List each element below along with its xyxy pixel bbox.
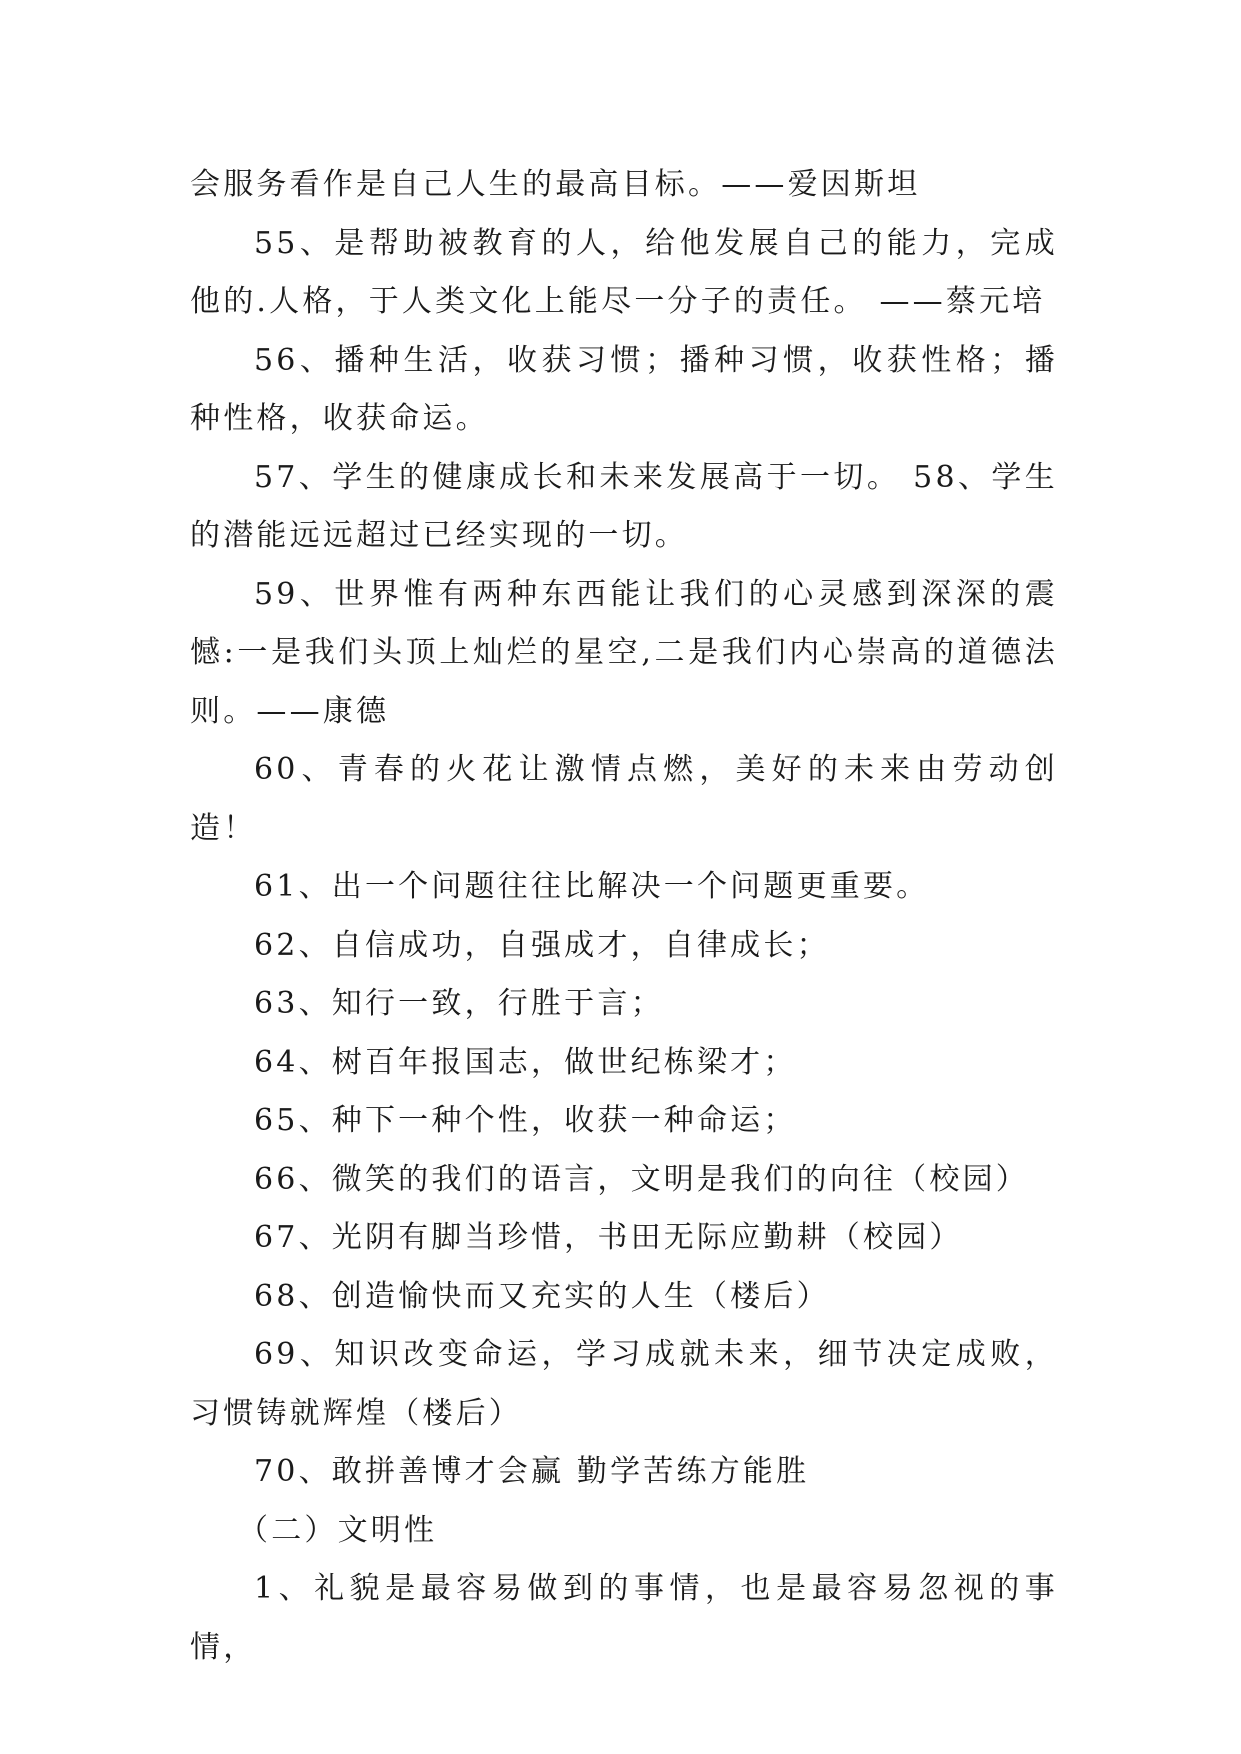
paragraph: 1、礼貌是最容易做到的事情，也是最容易忽视的事情， [190,1571,1058,1665]
section-heading: （二）文明性 [238,1512,438,1548]
paragraph: 59、世界惟有两种东西能让我们的心灵感到深深的震憾:一是我们头顶上灿烂的星空,二是我们内心崇高的道德法则。——康德 [190,576,1058,729]
paragraph: 70、敢拼善博才会赢 勤学苦练方能胜 [254,1454,810,1489]
paragraph: 67、光阴有脚当珍惜，书田无际应勤耕（校园） [254,1220,963,1255]
paragraph: 64、树百年报国志，做世纪栋梁才； [254,1044,797,1080]
paragraph: 57、学生的健康成长和未来发展高于一切。 58、学生的潜能远远超过已经实现的一切。 [190,459,1058,553]
paragraph: 61、出一个问题往往比解决一个问题更重要。 [254,869,930,904]
paragraph: 66、微笑的我们的语言，文明是我们的向往（校园） [254,1161,1029,1197]
paragraph: 56、播种生活，收获习惯；播种习惯，收获性格；播种性格，收获命运。 [190,342,1058,436]
paragraph: 会服务看作是自己人生的最高目标。——爱因斯坦 [190,167,921,202]
paragraph: 69、知识改变命运，学习成就未来，细节决定成败，习惯铸就辉煌（楼后） [190,1337,1058,1431]
body-text [190,156,1058,1677]
paragraph: 63、知行一致，行胜于言； [254,986,664,1021]
paragraph: 60、青春的火花让激情点燃，美好的未来由劳动创造！ [190,752,1058,846]
paragraph: 65、种下一种个性，收获一种命运； [254,1103,797,1138]
paragraph: 68、创造愉快而又充实的人生（楼后） [254,1278,830,1314]
paragraph: 55、是帮助被教育的人，给他发展自己的能力，完成他的.人格，于人类文化上能尽一分子的责任。 ——蔡元培 [190,225,1058,319]
paragraph: 62、自信成功，自强成才，自律成长； [254,927,830,963]
